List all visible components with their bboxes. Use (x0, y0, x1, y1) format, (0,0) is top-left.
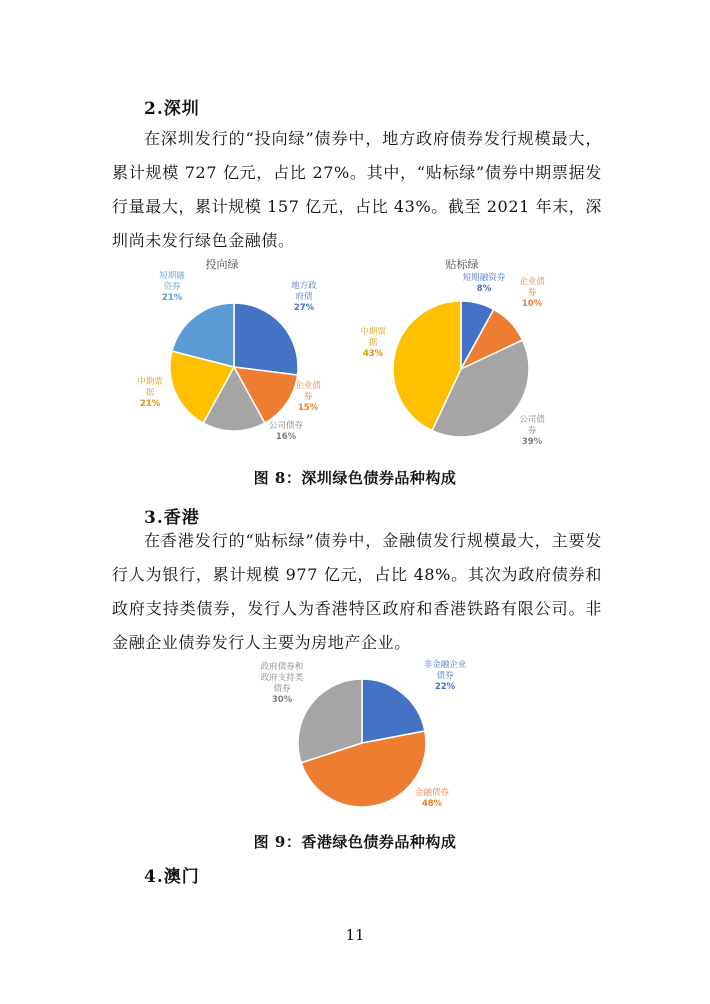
paragraph-shenzhen: 在深圳发行的“投向绿”债券中，地方政府债券发行规模最大，累计规模 727 亿元，占比 27%。其中，“贴标绿”债券中期票据发行量最大，累计规模 157 亿元，占比 43%。截至 2021 年末，深圳尚未发行绿色金融债。 (112, 129, 602, 250)
paragraph-hongkong: 在香港发行的“贴标绿”债券中，金融债发行规模最大，主要发行人为银行，累计规模 977 亿元，占比 48%。其次为政府债券和政府支持类债券，发行人为香港特区政府和香港铁路有限公司。非金融企业债券发行人主要为房地产企业。 (112, 531, 602, 652)
slice-label: 政府债券和政府支持类债券 30% (260, 662, 304, 705)
section-heading-macau: 4.澳门 (144, 867, 200, 887)
slice-label: 中期票据 21% (137, 377, 163, 409)
pie-chart-hongkong (245, 655, 485, 815)
slice-label: 短期融资券 8% (462, 273, 506, 294)
figure-8-caption: 图 8：深圳绿色债券品种构成 (253, 469, 457, 487)
slice-label: 金融债券 48% (414, 788, 450, 809)
chart-title: 贴标绿 (445, 258, 479, 271)
figure-9-caption: 图 9：香港绿色债券品种构成 (253, 833, 457, 851)
section-heading-shenzhen: 2.深圳 (144, 99, 200, 119)
pie-chart-tiebiao (350, 250, 590, 465)
slice-label: 企业债券 15% (295, 381, 321, 413)
slice-label: 公司债券 16% (268, 421, 304, 442)
slice-label: 非金融企业债券 22% (423, 660, 467, 692)
pie-slice (234, 303, 298, 375)
slice-label: 中期票据 43% (360, 327, 386, 359)
pie-chart-touxiang (120, 250, 360, 465)
chart-title: 投向绿 (205, 258, 239, 271)
slice-label: 地方政府债 27% (291, 281, 317, 313)
page-number: 11 (345, 926, 365, 944)
slice-label: 公司债券 39% (519, 415, 545, 447)
slice-label: 企业债券 10% (519, 277, 545, 309)
slice-label: 短期融资券 21% (159, 271, 185, 303)
section-heading-hongkong: 3.香港 (144, 508, 200, 528)
